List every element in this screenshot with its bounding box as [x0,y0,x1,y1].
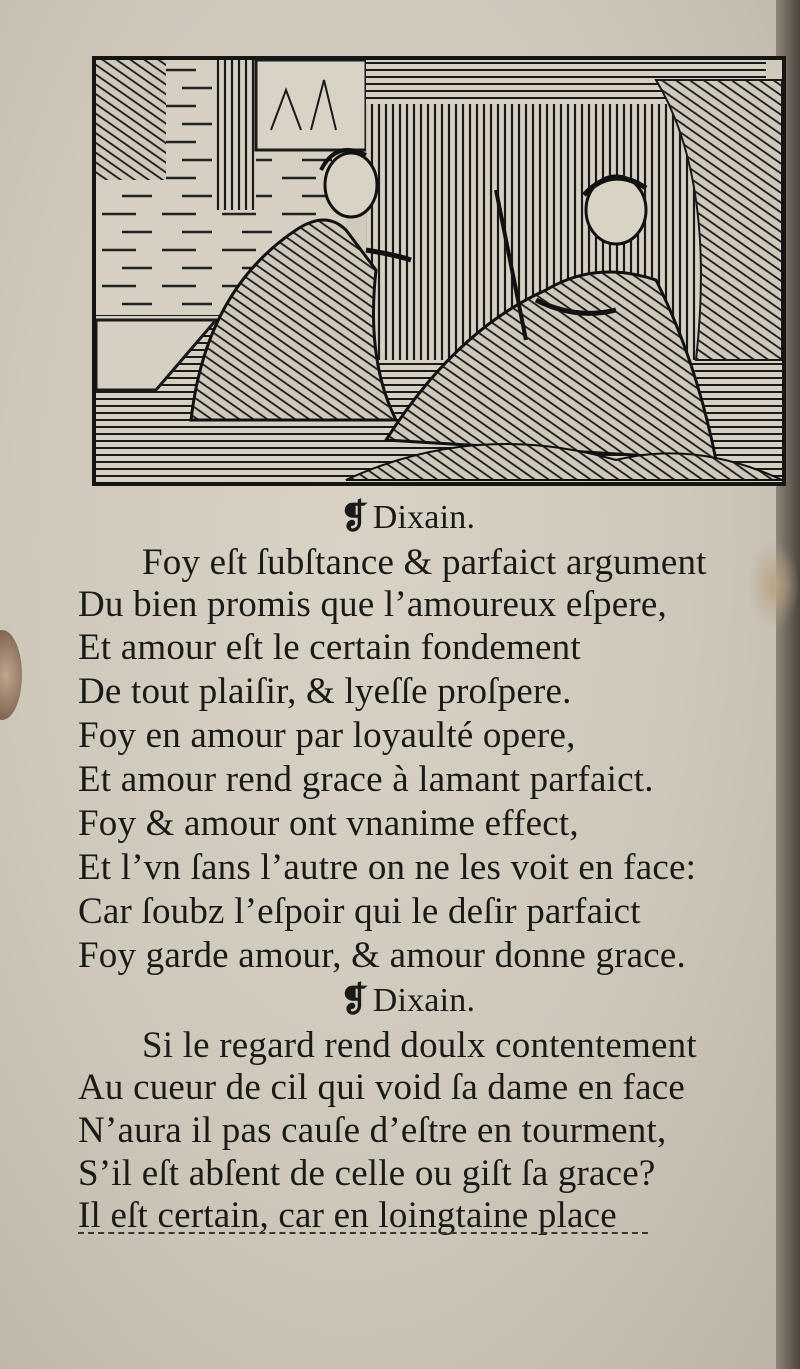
dixain-title-2: Dixain. [372,982,476,1019]
verse-line: Car ſoubz l’eſpoir qui le deſir parfaict [78,891,641,932]
verse-line: N’aura il pas cauſe d’eſtre en tourment, [78,1110,667,1151]
verse-line: Foy & amour ont vnanime effect, [78,803,579,844]
pilcrow-mark: ❡ [340,982,369,1019]
dixain-heading-2 [340,981,475,1021]
verse-line: Et amour rend grace à lamant parfaict. [78,759,654,800]
paper-stain [748,540,800,630]
pilcrow-mark: ❡ [340,499,369,536]
woodcut-illustration [92,56,786,486]
dixain-title-1: Dixain. [372,499,476,536]
verse-line: Et amour eſt le certain fondement [78,627,581,668]
verse-line: Foy eſt ſubſtance & parfaict argument [142,542,707,583]
verse-line: Foy en amour par loyaulté opere, [78,715,576,756]
verse-line: De tout plaiſir, & lyeſſe proſpere. [78,671,572,712]
verse-line: Du bien promis que l’amoureux eſpere, [78,584,667,625]
verse-line: Il eſt certain, car en loingtaine place [78,1195,617,1236]
verse-line: Et l’vn ſans l’autre on ne les voit en face: [78,847,697,888]
verse-line: Foy garde amour, & amour donne grace. [78,935,686,976]
verse-line: Si le regard rend doulx contentement [142,1025,697,1066]
dixain-heading-1 [340,498,475,538]
verse-line: S’il eſt abſent de celle ou giſt ſa grace? [78,1153,656,1194]
verse-line: Au cueur de cil qui void ſa dame en face [78,1067,685,1108]
cut-line-divider [78,1232,648,1234]
